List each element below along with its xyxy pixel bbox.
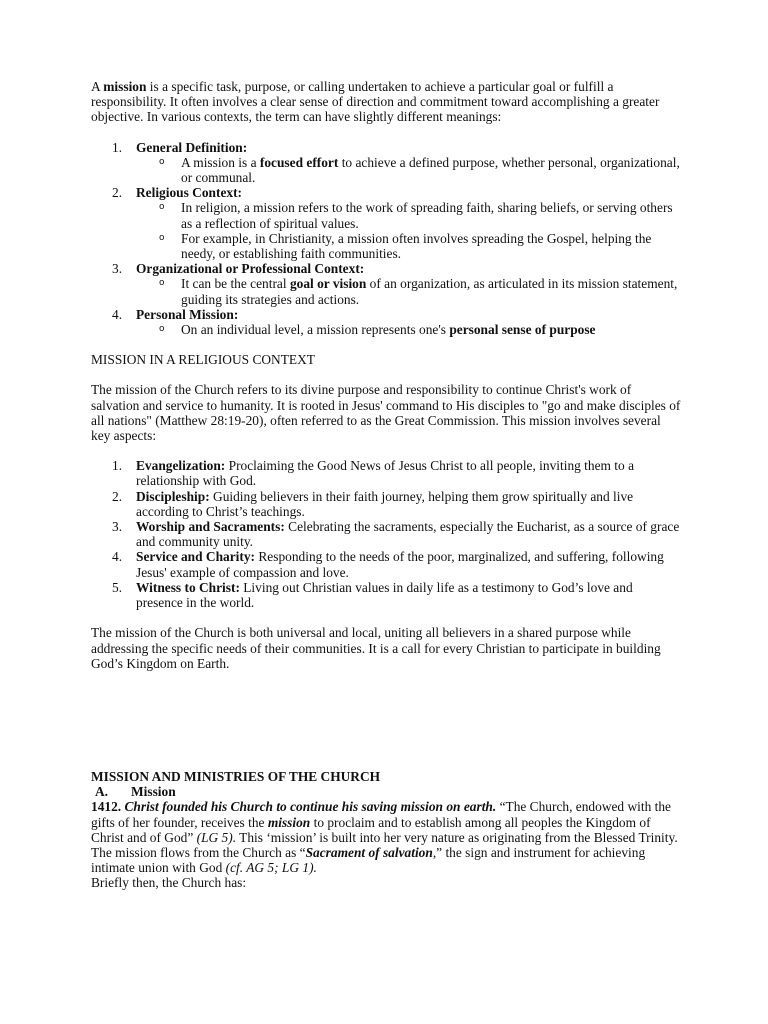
meaning-bullet: o On an individual level, a mission represents one's personal sense of purpose xyxy=(159,322,596,338)
aspect-title: Discipleship: xyxy=(136,488,210,504)
bullet-icon: o xyxy=(159,232,165,243)
aspect-title: Evangelization: xyxy=(136,458,226,474)
meaning-number: 3. xyxy=(112,261,123,277)
aspect-item: 4. Service and Charity: Responding to the needs of the poor, marginalized, and suffering, following Jesus' example of compassion and love. xyxy=(112,549,664,580)
reference-ag5: (cf. AG 5; LG 1). xyxy=(225,860,317,876)
church-intro-paragraph: The mission of the Church refers to its divine purpose and responsibility to continue Christ's work of salvation and service to humanity. It is rooted in Jesus' command to His disciples to "go and make disciples of all nations" (Matthew 28:19-20), often referred to as the Great Commission. This mission involves several key aspects: xyxy=(91,382,681,444)
paragraph-lead: Christ founded his Church to continue his saving mission on earth. xyxy=(124,799,497,815)
paragraph-1412: 1412. Christ founded his Church to continue his saving mission on earth. “The Church, endowed with the gifts of her founder, receives the mission to proclaim and to establish among all peoples the Kingdom of Christ and of God” (LG 5). This ‘mission’ is built into her very nature as originating from the Blessed Trinity. The mission flows from the Church as “Sacrament of salvation,” the sign and instrument for achieving intimate union with God (cf. AG 5; LG 1). xyxy=(91,799,678,876)
ministries-heading: MISSION AND MINISTRIES OF THE CHURCH xyxy=(91,768,381,784)
meaning-item xyxy=(91,185,681,261)
meaning-item xyxy=(91,140,681,186)
document-page xyxy=(91,79,681,891)
meaning-number: 4. xyxy=(112,306,123,322)
meaning-number: 2. xyxy=(112,185,123,201)
aspect-title: Worship and Sacraments: xyxy=(136,519,285,535)
church-conclusion-paragraph: The mission of the Church is both universal and local, uniting all believers in a shared purpose while addressing the specific needs of their communities. It is a call for every Christian to participate in building God’s Kingdom on Earth. xyxy=(91,625,661,671)
meaning-item xyxy=(91,307,681,337)
aspect-title: Witness to Christ: xyxy=(136,579,240,595)
aspects-list xyxy=(91,458,681,610)
paragraph-number: 1412. xyxy=(91,799,122,815)
intro-pre: A xyxy=(91,79,104,94)
meaning-bullet: o It can be the central goal or vision of an organization, as articulated in its mission statement, guiding its strategies and actions. xyxy=(159,276,678,307)
aspect-item: 1. Evangelization: Proclaiming the Good News of Jesus Christ to all people, inviting them to a relationship with God. xyxy=(112,458,635,489)
reference-lg5: (LG 5). xyxy=(196,829,237,845)
religious-heading: MISSION IN A RELIGIOUS CONTEXT xyxy=(91,352,315,368)
bullet-icon: o xyxy=(159,278,165,289)
meanings-list xyxy=(91,140,681,338)
bullet-icon: o xyxy=(159,324,165,335)
meaning-bullet: o For example, in Christianity, a mission often involves spreading the Gospel, helping the needy, or establishing faith communities. xyxy=(159,230,652,262)
meaning-bullet: o In religion, a mission refers to the work of spreading faith, sharing beliefs, or serving others as a reflection of spiritual values. xyxy=(159,200,673,231)
aspect-title: Service and Charity: xyxy=(136,549,256,565)
meaning-bullet: o A mission is a focused effort to achieve a defined purpose, whether personal, organizational, or communal. xyxy=(159,154,680,186)
meaning-item xyxy=(91,261,681,307)
ministries-subheading xyxy=(91,784,681,799)
aspect-item: 5. Witness to Christ: Living out Christian values in daily life as a testimony to God’s love and presence in the world. xyxy=(112,579,633,611)
bullet-icon: o xyxy=(159,202,165,213)
bullet-icon: o xyxy=(159,156,165,167)
intro-paragraph xyxy=(91,79,681,125)
meaning-title: General Definition: xyxy=(136,139,248,155)
meaning-title: Organizational or Professional Context: xyxy=(136,261,365,277)
meaning-title: Personal Mission: xyxy=(136,306,239,322)
meaning-title: Religious Context: xyxy=(136,185,243,201)
aspect-item: 3. Worship and Sacraments: Celebrating the sacraments, especially the Eucharist, as a source of grace and community unity. xyxy=(112,519,680,550)
aspect-item: 2. Discipleship: Guiding believers in their faith journey, helping them grow spiritually and live according to Christ’s teachings. xyxy=(112,488,634,519)
intro-post: is a specific task, purpose, or calling undertaken to achieve a particular goal or fulfill a responsibility. It often involves a clear sense of direction and commitment toward accomplishing a greater objective. In various contexts, the term can have slightly different meanings: xyxy=(91,79,660,125)
sub-letter: A. xyxy=(95,784,109,800)
intro-term: mission xyxy=(103,79,147,94)
meaning-number: 1. xyxy=(112,139,123,155)
sub-title: Mission xyxy=(131,784,176,800)
briefly-line: Briefly then, the Church has: xyxy=(91,875,247,891)
